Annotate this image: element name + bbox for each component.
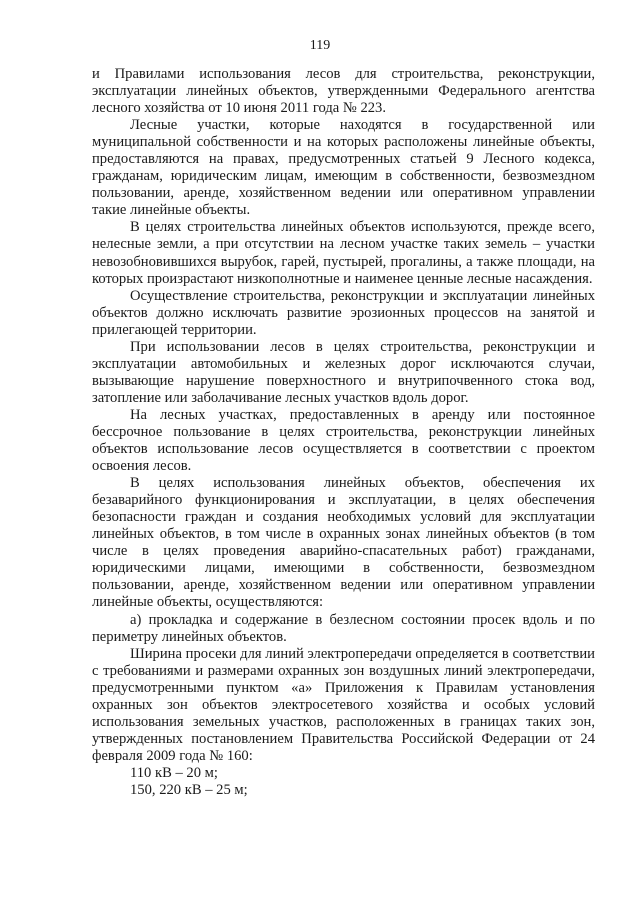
- list-item-150-220kv: 150, 220 кВ – 25 м;: [130, 781, 248, 798]
- paragraph-erosion: Осуществление строительства, реконструкции и эксплуатации линейных объектов должно исключать развитие эрозионных процессов на занятой и прилегающей территории.: [92, 287, 595, 338]
- body-text: [92, 66, 595, 799]
- paragraph-rules-reference: и Правилами использования лесов для строительства, реконструкции, эксплуатации линейных объектов, утвержденными Федерального агентства лесного хозяйства от 10 июня 2011 года № 223.: [92, 66, 595, 117]
- paragraph-clearing-width: Ширина просеки для линий электропередачи определяется в соответствии с требованиями и размерами охранных зон воздушных линий электропередачи, предусмотренными пунктом «а» Приложения к Правилам установления охранных зон объектов электросетевого хозяйства и особых условий использования земельных участков, расположенных в границах таких зон, утвержденных постановлением Правительства Российской Федерации от 24 февраля 2009 года № 160:: [92, 645, 595, 764]
- paragraph-forest-plots-rights: Лесные участки, которые находятся в государственной или муниципальной собственности и на которых расположены линейные объекты, предоставляются на правах, предусмотренных статьей 9 Лесного кодекса, гражданам, юридическим лицам, имеющим в собственности, безвозмездном пользовании, аренде, хозяйственном ведении или оперативном управлении такие линейные объекты.: [92, 117, 595, 219]
- paragraph-lease-plots: На лесных участках, предоставленных в аренду или постоянное бессрочное пользование в целях строительства, реконструкции линейных объектов использование лесов осуществляется в соответствии с проектом освоения лесов.: [92, 406, 595, 475]
- list-item-110kv: 110 кВ – 20 м;: [130, 764, 218, 781]
- page-number: 119: [309, 38, 331, 53]
- paragraph-roads: При использовании лесов в целях строительства, реконструкции и эксплуатации автомобильных и железных дорог исключаются случаи, вызывающие нарушение поверхностного и внутрипочвенного стока вод, затопление или заболачивание лесных участков вдоль дорог.: [92, 338, 595, 406]
- paragraph-linear-objects-safety: В целях использования линейных объектов, обеспечения их безаварийного функционирования и эксплуатации, в целях обеспечения безопасности граждан и создания необходимых условий для эксплуатации линейных объектов, в том числе в охранных зонах линейных объектов (в том числе в целях проведения аварийно-спасательных работ) гражданами, юридическими лицами, имеющими в собственности, безвозмездном пользовании, аренде, хозяйственном ведении или оперативном управлении линейные объекты, осуществляются:: [92, 475, 595, 611]
- paragraph-nonforest-lands: В целях строительства линейных объектов используются, прежде всего, нелесные земли, а при отсутствии на лесном участке таких земель – участки невозобновившихся вырубок, гарей, пустырей, прогалины, а также площади, на которых произрастают низкополнотные и наименее ценные лесные насаждения.: [92, 219, 595, 287]
- paragraph-clearings-item-a: а) прокладка и содержание в безлесном состоянии просек вдоль и по периметру линейных объектов.: [92, 611, 595, 645]
